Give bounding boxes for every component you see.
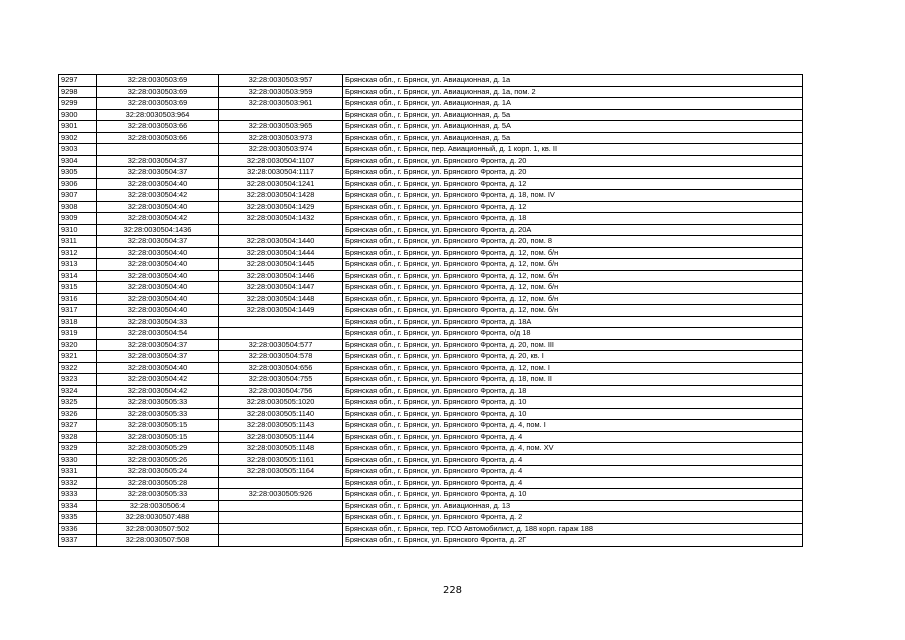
object-cadastral-cell: 32:28:0030504:1449 [219, 305, 343, 317]
address-cell: Брянская обл., г. Брянск, ул. Брянского Фронта, д. 12 [343, 178, 803, 190]
parcel-cadastral-cell: 32:28:0030505:15 [97, 431, 219, 443]
parcel-cadastral-cell: 32:28:0030503:66 [97, 121, 219, 133]
address-cell: Брянская обл., г. Брянск, ул. Брянского Фронта, д. 4 [343, 431, 803, 443]
table-row [59, 535, 803, 547]
parcel-cadastral-cell: 32:28:0030504:40 [97, 201, 219, 213]
row-number-cell: 9325 [59, 397, 97, 409]
address-cell: Брянская обл., г. Брянск, ул. Брянского Фронта, д. 4 [343, 477, 803, 489]
row-number-cell: 9313 [59, 259, 97, 271]
address-cell: Брянская обл., г. Брянск, ул. Брянского Фронта, д. 12, пом. б/н [343, 247, 803, 259]
object-cadastral-cell: 32:28:0030504:656 [219, 362, 343, 374]
table-row [59, 362, 803, 374]
row-number-cell: 9333 [59, 489, 97, 501]
parcel-cadastral-cell: 32:28:0030504:42 [97, 385, 219, 397]
object-cadastral-cell [219, 224, 343, 236]
address-cell: Брянская обл., г. Брянск, ул. Брянского Фронта, д. 12, пом. б/н [343, 270, 803, 282]
table-row [59, 236, 803, 248]
row-number-cell: 9334 [59, 500, 97, 512]
address-cell: Брянская обл., г. Брянск, ул. Брянского Фронта, д. 18 [343, 385, 803, 397]
registry-table-body [59, 75, 803, 547]
row-number-cell: 9306 [59, 178, 97, 190]
table-row [59, 489, 803, 501]
address-cell: Брянская обл., г. Брянск, ул. Брянского Фронта, д. 12, пом. б/н [343, 282, 803, 294]
row-number-cell: 9309 [59, 213, 97, 225]
table-row [59, 443, 803, 455]
row-number-cell: 9297 [59, 75, 97, 87]
table-row [59, 305, 803, 317]
address-cell: Брянская обл., г. Брянск, ул. Брянского Фронта, д. 18А [343, 316, 803, 328]
parcel-cadastral-cell: 32:28:0030504:37 [97, 236, 219, 248]
parcel-cadastral-cell: 32:28:0030506:4 [97, 500, 219, 512]
address-cell: Брянская обл., г. Брянск, ул. Брянского Фронта, д. 18, пом. II [343, 374, 803, 386]
address-cell: Брянская обл., г. Брянск, ул. Брянского Фронта, д. 4 [343, 466, 803, 478]
parcel-cadastral-cell: 32:28:0030504:40 [97, 178, 219, 190]
parcel-cadastral-cell: 32:28:0030505:15 [97, 420, 219, 432]
table-row [59, 213, 803, 225]
table-row [59, 523, 803, 535]
parcel-cadastral-cell: 32:28:0030504:42 [97, 213, 219, 225]
parcel-cadastral-cell: 32:28:0030505:24 [97, 466, 219, 478]
address-cell: Брянская обл., г. Брянск, ул. Брянского Фронта, д. 4, пом. I [343, 420, 803, 432]
address-cell: Брянская обл., г. Брянск, ул. Брянского Фронта, д. 10 [343, 489, 803, 501]
object-cadastral-cell: 32:28:0030504:1429 [219, 201, 343, 213]
parcel-cadastral-cell: 32:28:0030504:37 [97, 155, 219, 167]
parcel-cadastral-cell: 32:28:0030507:508 [97, 535, 219, 547]
object-cadastral-cell: 32:28:0030505:1020 [219, 397, 343, 409]
table-row [59, 374, 803, 386]
table-row [59, 144, 803, 156]
parcel-cadastral-cell: 32:28:0030504:54 [97, 328, 219, 340]
address-cell: Брянская обл., г. Брянск, ул. Брянского Фронта, д. 20А [343, 224, 803, 236]
parcel-cadastral-cell: 32:28:0030504:37 [97, 167, 219, 179]
row-number-cell: 9307 [59, 190, 97, 202]
object-cadastral-cell: 32:28:0030504:1428 [219, 190, 343, 202]
row-number-cell: 9314 [59, 270, 97, 282]
row-number-cell: 9303 [59, 144, 97, 156]
object-cadastral-cell: 32:28:0030505:1143 [219, 420, 343, 432]
row-number-cell: 9311 [59, 236, 97, 248]
row-number-cell: 9323 [59, 374, 97, 386]
table-row [59, 259, 803, 271]
parcel-cadastral-cell: 32:28:0030503:69 [97, 98, 219, 110]
address-cell: Брянская обл., г. Брянск, ул. Брянского Фронта, д. 20 [343, 155, 803, 167]
object-cadastral-cell [219, 523, 343, 535]
row-number-cell: 9335 [59, 512, 97, 524]
object-cadastral-cell: 32:28:0030503:973 [219, 132, 343, 144]
parcel-cadastral-cell: 32:28:0030503:69 [97, 75, 219, 87]
table-row [59, 293, 803, 305]
object-cadastral-cell: 32:28:0030504:1447 [219, 282, 343, 294]
object-cadastral-cell: 32:28:0030505:1164 [219, 466, 343, 478]
parcel-cadastral-cell: 32:28:0030504:40 [97, 270, 219, 282]
object-cadastral-cell: 32:28:0030503:959 [219, 86, 343, 98]
address-cell: Брянская обл., г. Брянск, ул. Брянского Фронта, д. 10 [343, 397, 803, 409]
parcel-cadastral-cell [97, 144, 219, 156]
table-row [59, 270, 803, 282]
object-cadastral-cell [219, 316, 343, 328]
parcel-cadastral-cell: 32:28:0030504:42 [97, 374, 219, 386]
table-row [59, 500, 803, 512]
table-row [59, 431, 803, 443]
address-cell: Брянская обл., г. Брянск, ул. Авиационная, д. 5А [343, 121, 803, 133]
address-cell: Брянская обл., г. Брянск, ул. Авиационная, д. 1А [343, 98, 803, 110]
object-cadastral-cell: 32:28:0030505:1161 [219, 454, 343, 466]
row-number-cell: 9304 [59, 155, 97, 167]
address-cell: Брянская обл., г. Брянск, ул. Брянского Фронта, д. 10 [343, 408, 803, 420]
table-row [59, 282, 803, 294]
address-cell: Брянская обл., г. Брянск, ул. Брянского Фронта, д. 20 [343, 167, 803, 179]
parcel-cadastral-cell: 32:28:0030504:33 [97, 316, 219, 328]
address-cell: Брянская обл., г. Брянск, ул. Брянского Фронта, д. 12, пом. б/н [343, 293, 803, 305]
address-cell: Брянская обл., г. Брянск, ул. Авиационная, д. 5а [343, 109, 803, 121]
address-cell: Брянская обл., г. Брянск, ул. Авиационная, д. 13 [343, 500, 803, 512]
table-row [59, 408, 803, 420]
object-cadastral-cell: 32:28:0030504:756 [219, 385, 343, 397]
address-cell: Брянская обл., г. Брянск, ул. Брянского Фронта, д. 12, пом. I [343, 362, 803, 374]
table-row [59, 339, 803, 351]
object-cadastral-cell: 32:28:0030505:926 [219, 489, 343, 501]
parcel-cadastral-cell: 32:28:0030503:964 [97, 109, 219, 121]
address-cell: Брянская обл., г. Брянск, ул. Брянского Фронта, д. 20, пом. III [343, 339, 803, 351]
row-number-cell: 9301 [59, 121, 97, 133]
row-number-cell: 9329 [59, 443, 97, 455]
object-cadastral-cell [219, 477, 343, 489]
table-row [59, 477, 803, 489]
row-number-cell: 9308 [59, 201, 97, 213]
address-cell: Брянская обл., г. Брянск, ул. Брянского Фронта, о/д 18 [343, 328, 803, 340]
parcel-cadastral-cell: 32:28:0030505:29 [97, 443, 219, 455]
table-row [59, 351, 803, 363]
parcel-cadastral-cell: 32:28:0030504:40 [97, 293, 219, 305]
parcel-cadastral-cell: 32:28:0030504:40 [97, 259, 219, 271]
parcel-cadastral-cell: 32:28:0030505:26 [97, 454, 219, 466]
row-number-cell: 9302 [59, 132, 97, 144]
object-cadastral-cell: 32:28:0030504:755 [219, 374, 343, 386]
parcel-cadastral-cell: 32:28:0030504:42 [97, 190, 219, 202]
row-number-cell: 9322 [59, 362, 97, 374]
table-row [59, 178, 803, 190]
table-row [59, 167, 803, 179]
object-cadastral-cell: 32:28:0030505:1144 [219, 431, 343, 443]
table-row [59, 155, 803, 167]
table-row [59, 512, 803, 524]
row-number-cell: 9330 [59, 454, 97, 466]
object-cadastral-cell: 32:28:0030504:1432 [219, 213, 343, 225]
row-number-cell: 9318 [59, 316, 97, 328]
row-number-cell: 9305 [59, 167, 97, 179]
table-row [59, 201, 803, 213]
property-registry-table [58, 74, 803, 547]
row-number-cell: 9316 [59, 293, 97, 305]
object-cadastral-cell: 32:28:0030504:1241 [219, 178, 343, 190]
table-row [59, 121, 803, 133]
address-cell: Брянская обл., г. Брянск, ул. Брянского Фронта, д. 2 [343, 512, 803, 524]
table-row [59, 397, 803, 409]
object-cadastral-cell: 32:28:0030504:578 [219, 351, 343, 363]
row-number-cell: 9320 [59, 339, 97, 351]
row-number-cell: 9332 [59, 477, 97, 489]
row-number-cell: 9299 [59, 98, 97, 110]
address-cell: Брянская обл., г. Брянск, ул. Брянского Фронта, д. 20, кв. I [343, 351, 803, 363]
row-number-cell: 9298 [59, 86, 97, 98]
address-cell: Брянская обл., г. Брянск, ул. Брянского Фронта, д. 20, пом. 8 [343, 236, 803, 248]
address-cell: Брянская обл., г. Брянск, ул. Авиационная, д. 1а, пом. 2 [343, 86, 803, 98]
parcel-cadastral-cell: 32:28:0030507:488 [97, 512, 219, 524]
table-row [59, 316, 803, 328]
row-number-cell: 9312 [59, 247, 97, 259]
parcel-cadastral-cell: 32:28:0030504:40 [97, 247, 219, 259]
row-number-cell: 9326 [59, 408, 97, 420]
parcel-cadastral-cell: 32:28:0030504:40 [97, 305, 219, 317]
address-cell: Брянская обл., г. Брянск, тер. ГСО Автомобилист, д. 188 корп. гараж 188 [343, 523, 803, 535]
object-cadastral-cell [219, 500, 343, 512]
parcel-cadastral-cell: 32:28:0030503:66 [97, 132, 219, 144]
address-cell: Брянская обл., г. Брянск, ул. Авиационная, д. 5а [343, 132, 803, 144]
object-cadastral-cell: 32:28:0030504:1446 [219, 270, 343, 282]
address-cell: Брянская обл., г. Брянск, ул. Брянского Фронта, д. 4 [343, 454, 803, 466]
object-cadastral-cell: 32:28:0030503:965 [219, 121, 343, 133]
table-row [59, 86, 803, 98]
table-row [59, 454, 803, 466]
row-number-cell: 9331 [59, 466, 97, 478]
address-cell: Брянская обл., г. Брянск, ул. Брянского Фронта, д. 12, пом. б/н [343, 305, 803, 317]
object-cadastral-cell: 32:28:0030505:1148 [219, 443, 343, 455]
table-row [59, 132, 803, 144]
row-number-cell: 9324 [59, 385, 97, 397]
parcel-cadastral-cell: 32:28:0030505:28 [97, 477, 219, 489]
row-number-cell: 9321 [59, 351, 97, 363]
table-row [59, 328, 803, 340]
page-number: 228 [442, 585, 463, 596]
object-cadastral-cell [219, 109, 343, 121]
row-number-cell: 9327 [59, 420, 97, 432]
object-cadastral-cell: 32:28:0030504:1440 [219, 236, 343, 248]
object-cadastral-cell: 32:28:0030503:974 [219, 144, 343, 156]
address-cell: Брянская обл., г. Брянск, ул. Брянского Фронта, д. 4, пом. XV [343, 443, 803, 455]
row-number-cell: 9328 [59, 431, 97, 443]
table-row [59, 75, 803, 87]
parcel-cadastral-cell: 32:28:0030507:502 [97, 523, 219, 535]
object-cadastral-cell: 32:28:0030504:1445 [219, 259, 343, 271]
table-row [59, 224, 803, 236]
object-cadastral-cell [219, 512, 343, 524]
row-number-cell: 9310 [59, 224, 97, 236]
object-cadastral-cell: 32:28:0030504:1107 [219, 155, 343, 167]
table-row [59, 190, 803, 202]
address-cell: Брянская обл., г. Брянск, ул. Брянского Фронта, д. 12, пом. б/н [343, 259, 803, 271]
address-cell: Брянская обл., г. Брянск, ул. Брянского Фронта, д. 2Г [343, 535, 803, 547]
table-row [59, 385, 803, 397]
parcel-cadastral-cell: 32:28:0030504:37 [97, 339, 219, 351]
row-number-cell: 9319 [59, 328, 97, 340]
object-cadastral-cell: 32:28:0030504:1448 [219, 293, 343, 305]
address-cell: Брянская обл., г. Брянск, ул. Брянского Фронта, д. 18 [343, 213, 803, 225]
address-cell: Брянская обл., г. Брянск, ул. Брянского Фронта, д. 12 [343, 201, 803, 213]
parcel-cadastral-cell: 32:28:0030505:33 [97, 489, 219, 501]
object-cadastral-cell: 32:28:0030505:1140 [219, 408, 343, 420]
object-cadastral-cell [219, 535, 343, 547]
address-cell: Брянская обл., г. Брянск, ул. Авиационная, д. 1а [343, 75, 803, 87]
row-number-cell: 9317 [59, 305, 97, 317]
object-cadastral-cell [219, 328, 343, 340]
row-number-cell: 9315 [59, 282, 97, 294]
table-row [59, 247, 803, 259]
table-row [59, 98, 803, 110]
object-cadastral-cell: 32:28:0030504:1444 [219, 247, 343, 259]
row-number-cell: 9336 [59, 523, 97, 535]
parcel-cadastral-cell: 32:28:0030503:69 [97, 86, 219, 98]
parcel-cadastral-cell: 32:28:0030504:40 [97, 362, 219, 374]
parcel-cadastral-cell: 32:28:0030504:1436 [97, 224, 219, 236]
parcel-cadastral-cell: 32:28:0030504:40 [97, 282, 219, 294]
object-cadastral-cell: 32:28:0030504:577 [219, 339, 343, 351]
table-row [59, 109, 803, 121]
row-number-cell: 9300 [59, 109, 97, 121]
object-cadastral-cell: 32:28:0030504:1117 [219, 167, 343, 179]
table-row [59, 420, 803, 432]
row-number-cell: 9337 [59, 535, 97, 547]
object-cadastral-cell: 32:28:0030503:961 [219, 98, 343, 110]
address-cell: Брянская обл., г. Брянск, ул. Брянского Фронта, д. 18, пом. IV [343, 190, 803, 202]
parcel-cadastral-cell: 32:28:0030505:33 [97, 408, 219, 420]
parcel-cadastral-cell: 32:28:0030504:37 [97, 351, 219, 363]
address-cell: Брянская обл., г. Брянск, пер. Авиационный, д. 1 корп. 1, кв. II [343, 144, 803, 156]
table-row [59, 466, 803, 478]
parcel-cadastral-cell: 32:28:0030505:33 [97, 397, 219, 409]
object-cadastral-cell: 32:28:0030503:957 [219, 75, 343, 87]
